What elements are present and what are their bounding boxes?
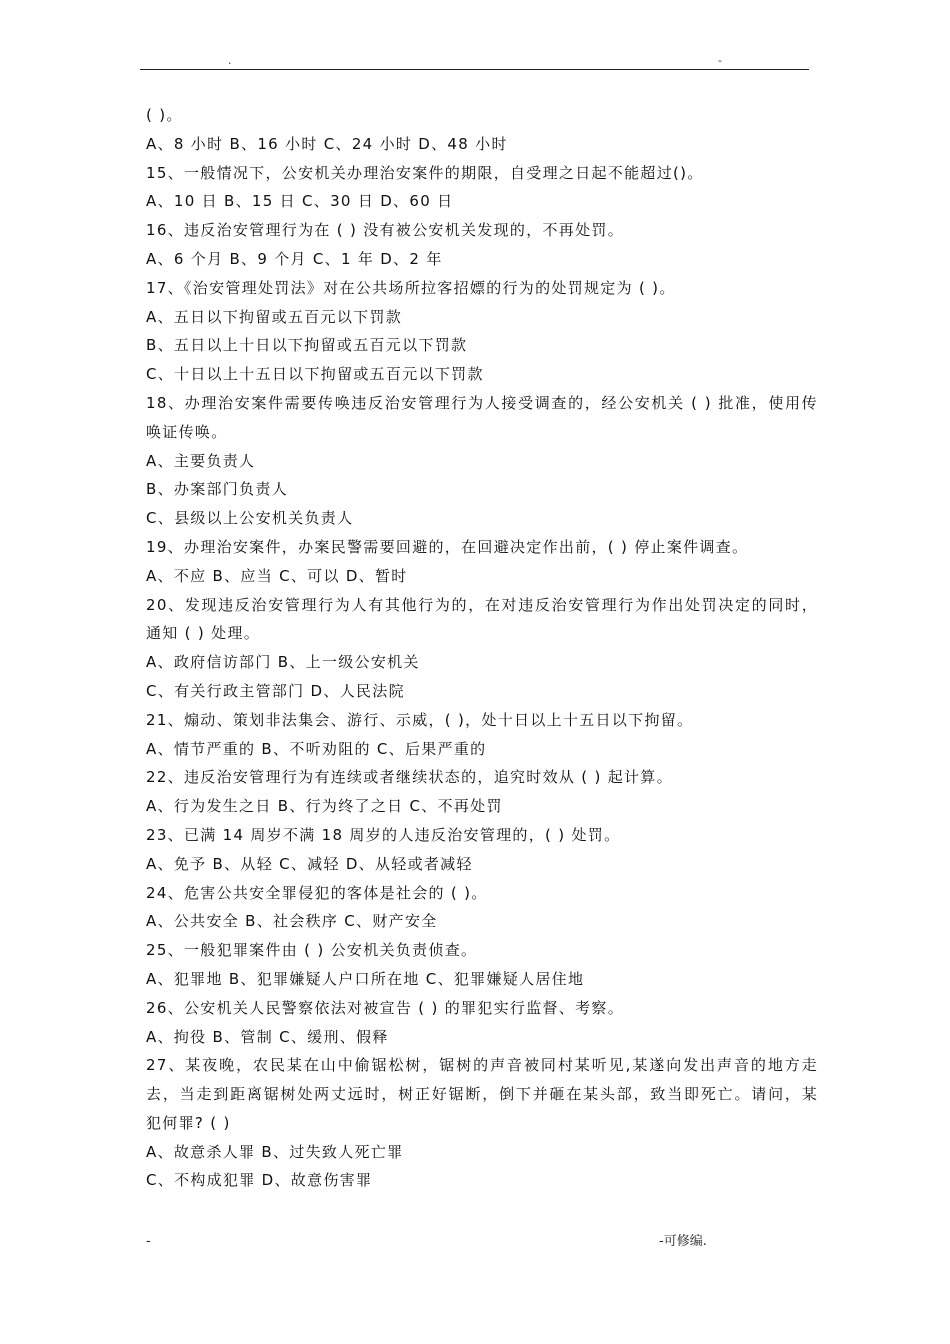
text-line: C、有关行政主管部门 D、人民法院 <box>146 681 405 700</box>
text-line: 17、《治安管理处罚法》对在公共场所拉客招嫖的行为的处罚规定为 ( )。 <box>146 278 676 297</box>
text-line: A、行为发生之日 B、行为终了之日 C、不再处罚 <box>146 797 503 816</box>
text-line: A、不应 B、应当 C、可以 D、暂时 <box>146 566 408 585</box>
header-left-mark: . <box>228 54 232 67</box>
text-line: A、主要负责人 <box>146 451 256 470</box>
text-line: 通知 ( ) 处理。 <box>146 624 261 643</box>
text-line: 去，当走到距离锯树处两丈远时，树正好锯断，倒下并砸在某头部，致当即死亡。请问，某 <box>146 1085 818 1104</box>
text-line: C、十日以上十五日以下拘留或五百元以下罚款 <box>146 365 484 384</box>
text-line: A、6 个月 B、9 个月 C、1 年 D、2 年 <box>146 249 443 268</box>
text-line: A、10 日 B、15 日 C、30 日 D、60 日 <box>146 192 454 211</box>
text-line: ( )。 <box>146 106 183 124</box>
text-line: B、办案部门负责人 <box>146 480 288 499</box>
text-line: 26、公安机关人民警察依法对被宣告 ( ) 的罪犯实行监督、考察。 <box>146 998 624 1017</box>
text-line: 23、已满 14 周岁不满 18 周岁的人违反治安管理的，( ) 处罚。 <box>146 825 621 844</box>
text-line: 24、危害公共安全罪侵犯的客体是社会的 ( )。 <box>146 883 488 902</box>
text-line: A、8 小时 B、16 小时 C、24 小时 D、48 小时 <box>146 134 508 153</box>
text-line: 25、一般犯罪案件由 ( ) 公安机关负责侦查。 <box>146 941 478 960</box>
footer-left-mark: - <box>146 1234 151 1249</box>
header-rule <box>140 69 809 70</box>
document-body <box>146 101 818 1195</box>
text-line: A、情节严重的 B、不听劝阻的 C、后果严重的 <box>146 739 487 758</box>
footer-editable-note: -可修编. <box>659 1234 707 1249</box>
text-line: C、县级以上公安机关负责人 <box>146 509 354 528</box>
text-line: 唤证传唤。 <box>146 422 228 441</box>
text-line: A、政府信访部门 B、上一级公安机关 <box>146 653 420 672</box>
text-line: 18、办理治安案件需要传唤违反治安管理行为人接受调查的，经公安机关 ( ) 批准，使用传 <box>146 393 818 412</box>
text-line: 22、违反治安管理行为有连续或者继续状态的，追究时效从 ( ) 起计算。 <box>146 768 673 787</box>
text-line: A、故意杀人罪 B、过失致人死亡罪 <box>146 1142 404 1161</box>
text-line: A、拘役 B、管制 C、缓刑、假释 <box>146 1027 389 1046</box>
text-line: 犯何罪? ( ) <box>146 1113 231 1132</box>
text-line: C、不构成犯罪 D、故意伤害罪 <box>146 1171 373 1190</box>
text-line: 15、一般情况下，公安机关办理治安案件的期限，自受理之日起不能超过()。 <box>146 163 704 182</box>
text-line: B、五日以上十日以下拘留或五百元以下罚款 <box>146 336 468 355</box>
text-line: 19、办理治安案件，办案民警需要回避的，在回避决定作出前，( ) 停止案件调查。 <box>146 537 749 556</box>
text-line: A、免予 B、从轻 C、减轻 D、从轻或者减轻 <box>146 854 473 873</box>
text-line: 27、某夜晚，农民某在山中偷锯松树，锯树的声音被同村某听见,某遂向发出声音的地方走 <box>146 1056 818 1075</box>
text-line: A、犯罪地 B、犯罪嫌疑人户口所在地 C、犯罪嫌疑人居住地 <box>146 969 585 988</box>
text-line: 16、违反治安管理行为在 ( ) 没有被公安机关发现的，不再处罚。 <box>146 221 624 240</box>
text-line: A、公共安全 B、社会秩序 C、财产安全 <box>146 912 438 931</box>
text-line: 20、发现违反治安管理行为人有其他行为的，在对违反治安管理行为作出处罚决定的同时， <box>146 595 818 614</box>
header-right-mark: - <box>718 54 722 67</box>
text-line: A、五日以下拘留或五百元以下罚款 <box>146 307 403 326</box>
text-line: 21、煽动、策划非法集会、游行、示威，( )，处十日以上十五日以下拘留。 <box>146 710 694 729</box>
